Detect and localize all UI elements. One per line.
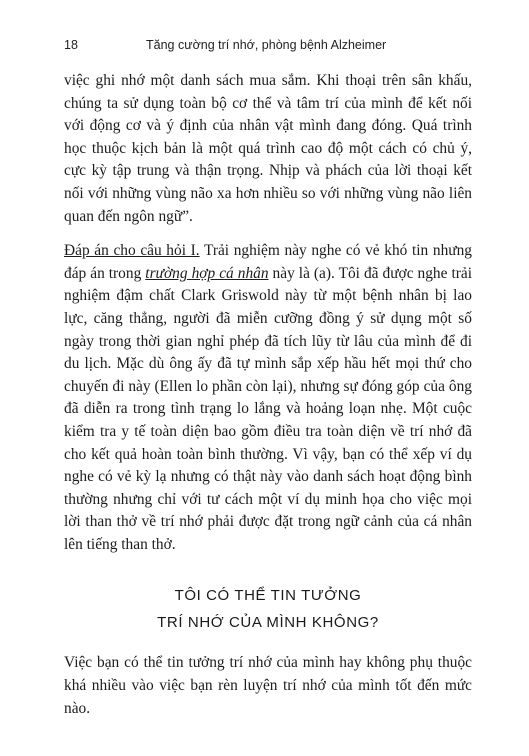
section-heading bbox=[64, 582, 472, 636]
answer-text-b: này là (a). Tôi đã được nghe trải nghiệm đậm chất Clark Griswold này từ một bệnh nhân bị lao lực, căng thẳng, người đã miễn cưỡng đồng ý sử dụng một số ngày trong thời gian nghỉ phép đã tích lũy từ lâu của mình để đi du lịch. Mặc dù ông ấy đã tự mình sắp xếp hầu hết mọi thứ cho chuyến đi này (Ellen lo phần còn lại), nhưng sự đóng góp của ông đã diễn ra trong tình trạng lo lắng và hoảng loạn nhẹ. Một cuộc kiểm tra y tế toàn diện bao gồm điều tra toàn diện về trí nhớ đã cho kết quả hoàn toàn bình thường. Vì vậy, bạn có thể xếp ví dụ nghe có vẻ kỳ lạ nhưng có thật này vào danh sách hoạt động bình thường nhưng chỉ với tư cách một ví dụ minh họa cho việc mọi lời than thở về trí nhớ phải được đặt trong ngữ cảnh của cá nhân lên tiếng than thở. bbox=[64, 264, 472, 553]
paragraph-answer bbox=[64, 240, 472, 556]
paragraph-continuation: việc ghi nhớ một danh sách mua sắm. Khi thoại trên sân khấu, chúng ta sử dụng toàn bộ cơ thể và tâm trí của mình để kết nối với động cơ và ý định của nhân vật mình đang đóng. Quá trình học thuộc kịch bản là một quá trình cao độ một cách có chủ ý, cực kỳ tập trung và thận trọng. Nhịp và phách của lời thoại kết nối với những vùng não xa hơn nhiều so với những vùng não liên quan đến ngôn ngữ”. bbox=[64, 72, 472, 225]
section-heading-line-1: TÔI CÓ THỂ TIN TƯỞNG bbox=[174, 587, 362, 605]
running-title: Tăng cường trí nhớ, phòng bệnh Alzheimer bbox=[146, 38, 387, 52]
page-body bbox=[64, 70, 472, 720]
answer-text-a: Trải nghiệm này nghe có vẻ khó tin nhưng đáp án trong bbox=[64, 242, 472, 282]
paragraph-section-intro: Việc bạn có thể tin tưởng trí nhớ của mình hay không phụ thuộc khá nhiều vào việc bạn rèn luyện trí nhớ của mình tốt đến mức nào. bbox=[64, 654, 472, 717]
answer-label: Đáp án cho câu hỏi I. bbox=[64, 242, 200, 260]
page-number: 18 bbox=[64, 38, 78, 52]
section-heading-line-2: TRÍ NHỚ CỦA MÌNH KHÔNG? bbox=[157, 614, 379, 632]
answer-italic-phrase: trường hợp cá nhân bbox=[145, 264, 269, 282]
